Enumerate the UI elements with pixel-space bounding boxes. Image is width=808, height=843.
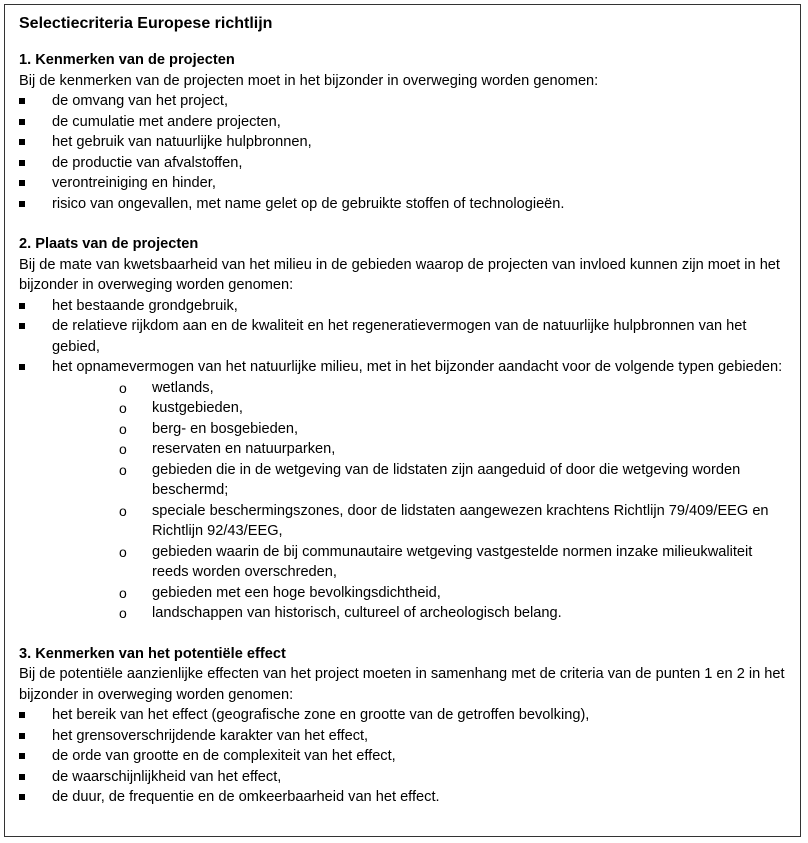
square-bullet-icon [19,180,25,186]
circle-bullet-icon: o [119,379,127,396]
circle-bullet-icon: o [119,543,127,560]
document-title: Selectiecriteria Europese richtlijn [19,15,273,32]
circle-bullet-icon: o [119,461,127,478]
list-item-text: de waarschijnlijkheid van het effect, [52,768,282,785]
list-item-text: het grensoverschrijdende karakter van het effect, [52,727,369,744]
sub-list-item [19,398,786,419]
list-item [19,746,786,767]
square-bullet-icon [19,753,25,759]
sub-list-item-text: kustgebieden, [152,400,243,416]
sub-list-item-text: berg- en bosgebieden, [152,420,299,437]
section-heading: 2. Plaats van de projecten [19,236,199,252]
list-item [19,296,786,317]
sub-list-item [19,460,786,501]
square-bullet-icon [19,364,25,370]
sub-list-item [19,583,786,604]
section-heading: 1. Kenmerken van de projecten [19,52,235,68]
square-bullet-icon [19,160,25,166]
sub-list-item [19,439,786,460]
sub-list-item-text: landschappen van historisch, cultureel of archeologisch belang. [152,605,562,621]
sub-list-item-text: gebieden die in de wetgeving van de lidstaten zijn aangeduid of door die wetgeving worden beschermd; [152,461,741,498]
sub-list-item-text: reservaten en natuurparken, [152,441,336,457]
list-item [19,767,786,788]
list-item-text: het gebruik van natuurlijke hulpbronnen, [52,134,312,150]
circle-bullet-icon: o [119,400,127,416]
list-item [19,91,786,112]
sub-list-item-text: wetlands, [152,379,214,396]
list-item-text: de duur, de frequentie en de omkeerbaarheid van het effect. [52,789,440,805]
list-item-text: de orde van grootte en de complexiteit van het effect, [52,748,396,764]
square-bullet-icon [19,774,25,780]
sub-list-item [19,501,786,542]
square-bullet-icon [19,323,25,329]
sub-list-item [19,378,786,399]
square-bullet-icon [19,139,25,145]
sub-list-item [19,542,786,583]
list-item-text: de relatieve rijkdom aan en de kwaliteit en het regeneratievermogen van de natuurlijke hulpbronnen van het gebied, [52,318,747,355]
circle-bullet-icon: o [119,502,127,519]
list-item [19,357,786,378]
section-1 [19,50,786,214]
criteria-box [4,4,801,837]
circle-bullet-icon: o [119,605,127,621]
list-item-text: het bereik van het effect (geografische zone en grootte van de getroffen bevolking), [52,707,590,723]
criteria-list [19,705,786,808]
list-item [19,153,786,174]
square-bullet-icon [19,98,25,104]
circle-bullet-icon: o [119,441,127,457]
sub-list-item-text: gebieden met een hoge bevolkingsdichtheid, [152,584,441,601]
square-bullet-icon [19,733,25,739]
list-item-text: het bestaande grondgebruik, [52,297,238,314]
list-item [19,112,786,133]
list-item [19,726,786,747]
square-bullet-icon [19,712,25,718]
criteria-list [19,296,786,378]
area-types-list [19,378,786,624]
square-bullet-icon [19,794,25,800]
list-item [19,316,786,357]
list-item-text: de cumulatie met andere projecten, [52,113,281,130]
section-heading: 3. Kenmerken van het potentiële effect [19,645,286,662]
circle-bullet-icon: o [119,584,127,601]
square-bullet-icon [19,201,25,207]
sub-list-item [19,603,786,624]
section-3 [19,644,786,808]
list-item [19,194,786,215]
section-intro: Bij de mate van kwetsbaarheid van het milieu in de gebieden waarop de projecten van invloed kunnen zijn moet in het bijzonder in overweging worden genomen: [19,256,780,293]
list-item [19,705,786,726]
list-item [19,132,786,153]
sub-list-item [19,419,786,440]
sub-list-item-text: speciale beschermingszones, door de lidstaten aangewezen krachtens Richtlijn 79/409/EEG en Richtlijn 92/43/EEG, [152,502,769,539]
criteria-list [19,91,786,214]
list-item-text: verontreiniging en hinder, [52,175,216,191]
list-item [19,787,786,808]
section-2 [19,234,786,624]
list-item-text: risico van ongevallen, met name gelet op de gebruikte stoffen of technologieën. [52,195,565,212]
circle-bullet-icon: o [119,420,127,437]
list-item-text: de productie van afvalstoffen, [52,154,243,171]
list-item-text: het opnamevermogen van het natuurlijke milieu, met in het bijzonder aandacht voor de volgende typen gebieden: [52,359,783,375]
square-bullet-icon [19,303,25,309]
square-bullet-icon [19,119,25,125]
section-intro: Bij de kenmerken van de projecten moet in het bijzonder in overweging worden genomen: [19,72,599,89]
sub-list-item-text: gebieden waarin de bij communautaire wetgeving vastgestelde normen inzake milieukwaliteit reeds worden overschreden, [152,543,753,580]
list-item [19,173,786,194]
list-item-text: de omvang van het project, [52,93,229,109]
section-intro: Bij de potentiële aanzienlijke effecten van het project moeten in samenhang met de criteria van de punten 1 en 2 in het bijzonder in overweging worden genomen: [19,666,785,703]
